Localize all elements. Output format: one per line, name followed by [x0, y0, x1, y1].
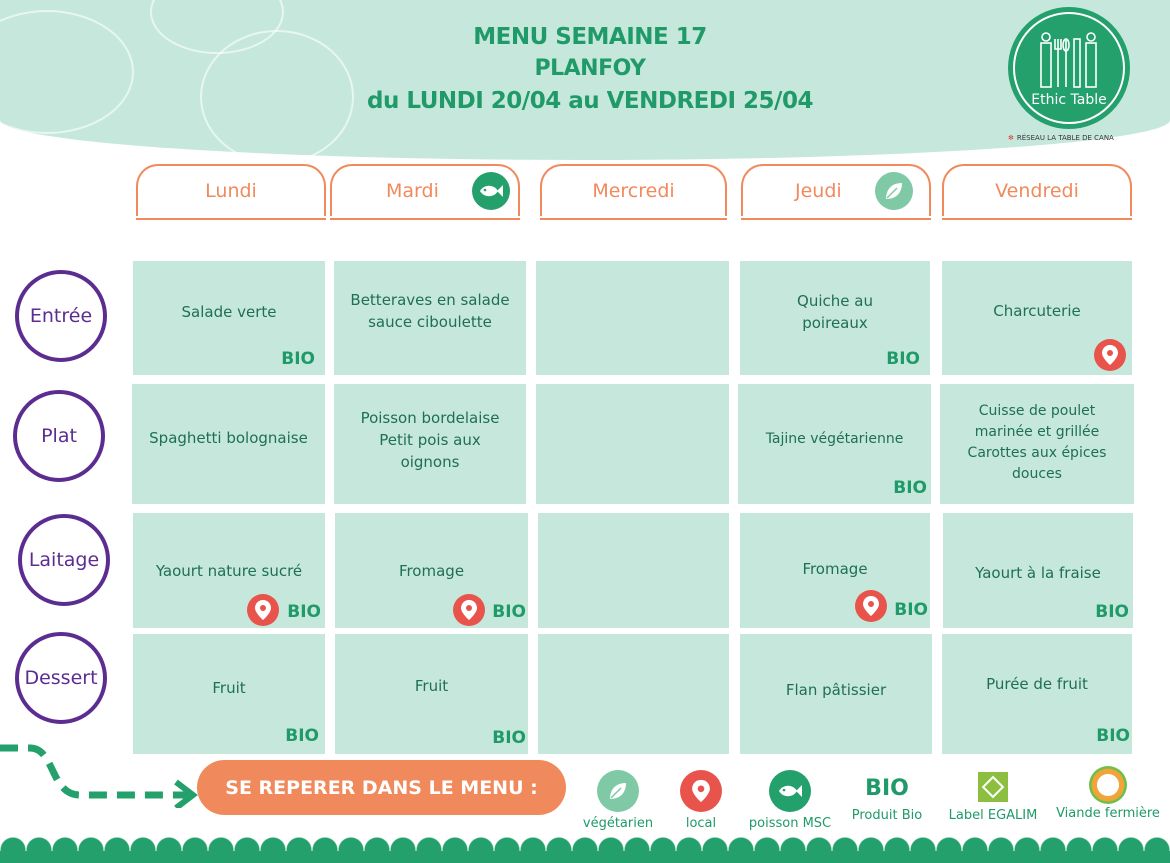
- legend-label-egalim: Label EGALIM: [940, 772, 1046, 823]
- legend-vegetarien: végétarien: [578, 770, 658, 831]
- row-label-entree: Entrée: [15, 270, 107, 362]
- chefs-figures-icon: [1036, 29, 1102, 89]
- menu-cell-empty: [536, 384, 729, 504]
- menu-title: MENU SEMAINE 17: [473, 24, 707, 50]
- network-label: ✻ RÉSEAU LA TABLE DE CANA: [1008, 134, 1114, 142]
- menu-cell: Fruit BIO: [133, 634, 325, 754]
- fish-icon: [472, 172, 510, 210]
- day-header-lundi: Lundi: [136, 164, 326, 216]
- menu-cell: Quiche au poireaux BIO: [740, 261, 930, 375]
- menu-cell: Yaourt à la fraise BIO: [943, 513, 1133, 628]
- legend-local: local: [666, 770, 736, 831]
- farm-icon: [1089, 766, 1127, 804]
- leaf-icon: [597, 770, 639, 812]
- menu-cell: Betteraves en salade sauce ciboulette: [334, 261, 526, 375]
- dashed-arrow-icon: [0, 738, 200, 808]
- menu-cell: Charcuterie: [942, 261, 1132, 375]
- menu-cell: Fruit BIO: [335, 634, 528, 754]
- row-label-plat: Plat: [13, 390, 105, 482]
- menu-cell: Spaghetti bolognaise: [132, 384, 325, 504]
- legend-banner: SE REPERER DANS LE MENU :: [197, 760, 566, 815]
- pin-icon: [1094, 339, 1126, 371]
- menu-cell: Yaourt nature sucré BIO: [133, 513, 325, 628]
- date-range: du LUNDI 20/04 au VENDREDI 25/04: [367, 88, 813, 114]
- pin-icon: [453, 594, 485, 626]
- menu-cell: Poisson bordelaise Petit pois aux oignons: [334, 384, 526, 504]
- pin-icon: [247, 594, 279, 626]
- legend-produit-bio: BIO Produit Bio: [844, 776, 930, 823]
- menu-cell-empty: [538, 634, 729, 754]
- menu-cell: Purée de fruit BIO: [942, 634, 1132, 754]
- legend-poisson-msc: poisson MSC: [742, 770, 838, 831]
- row-label-dessert: Dessert: [15, 632, 107, 724]
- day-header-mercredi: Mercredi: [540, 164, 727, 216]
- day-header-vendredi: Vendredi: [942, 164, 1132, 216]
- row-label-laitage: Laitage: [18, 514, 110, 606]
- menu-cell-empty: [538, 513, 729, 628]
- menu-cell: Flan pâtissier: [740, 634, 932, 754]
- menu-cell: Tajine végétarienne BIO: [738, 384, 931, 504]
- menu-cell: Cuisse de poulet marinée et grillée Carottes aux épices douces: [940, 384, 1134, 504]
- menu-cell: Fromage BIO: [335, 513, 528, 628]
- day-header-mardi: Mardi: [330, 164, 520, 216]
- legend-viande-fermiere: Viande fermière: [1050, 766, 1166, 821]
- ethic-table-logo: [1008, 7, 1130, 129]
- pin-icon: [855, 590, 887, 622]
- pin-icon: [680, 770, 722, 812]
- fish-icon: [769, 770, 811, 812]
- footer-bar: [0, 851, 1170, 863]
- logo-name: Ethic Table: [1031, 92, 1107, 108]
- leaf-icon: [875, 172, 913, 210]
- bio-text: BIO: [865, 776, 909, 801]
- school-name: PLANFOY: [534, 56, 646, 81]
- menu-cell: Salade verte BIO: [133, 261, 325, 375]
- day-header-jeudi: Jeudi: [741, 164, 931, 216]
- menu-cell-empty: [536, 261, 729, 375]
- menu-cell: Fromage BIO: [740, 513, 930, 628]
- egalim-icon: [978, 772, 1008, 802]
